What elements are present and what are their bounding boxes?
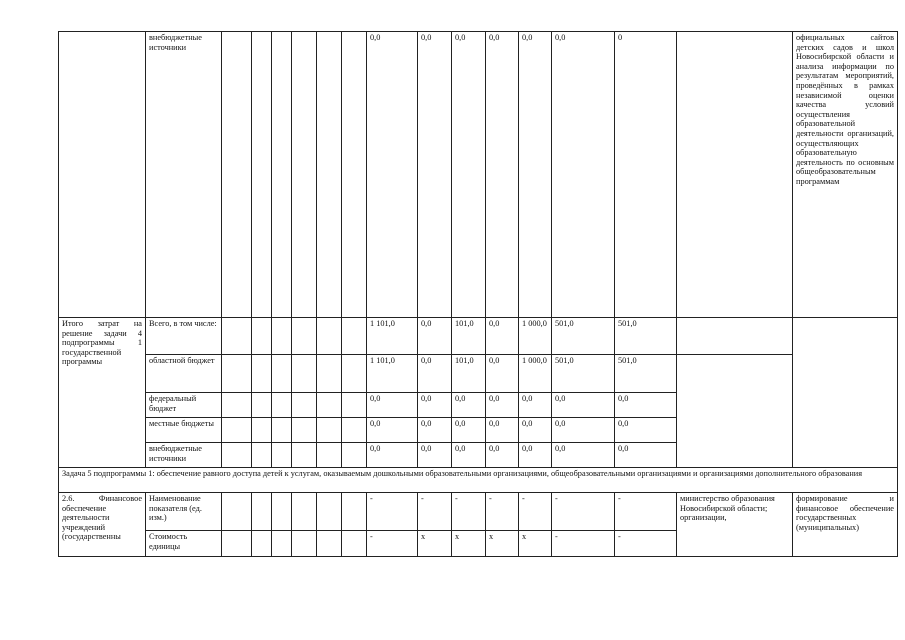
value-cell: 0,0 [418, 355, 452, 393]
value-cell: 1 101,0 [367, 355, 418, 393]
empty-cell [677, 32, 793, 318]
value-cell: - [615, 531, 677, 557]
value-cell: 0,0 [552, 418, 615, 443]
value-cell: х [452, 531, 486, 557]
value-cell: 0,0 [367, 393, 418, 418]
value-cell: 0,0 [452, 393, 486, 418]
value-cell: - [552, 531, 615, 557]
row-label: Всего, в том числе: [146, 318, 222, 355]
value-cell: 0,0 [418, 32, 452, 318]
value-cell: 0,0 [519, 393, 552, 418]
value-cell: 0,0 [615, 443, 677, 468]
value-cell: 0,0 [519, 443, 552, 468]
value-cell: 0,0 [367, 443, 418, 468]
value-cell: 0,0 [452, 418, 486, 443]
value-cell: 0,0 [486, 32, 519, 318]
empty-cell [677, 355, 793, 468]
value-cell: 0,0 [367, 32, 418, 318]
value-cell: - [519, 493, 552, 531]
value-cell: 1 101,0 [367, 318, 418, 355]
value-cell: 0,0 [418, 393, 452, 418]
value-cell: 501,0 [552, 318, 615, 355]
value-cell: х [486, 531, 519, 557]
item-title: 2.6. Финансовое обеспечение деятельности учреждений (государственны [59, 493, 146, 557]
value-cell: 0 [615, 32, 677, 318]
value-cell: 0,0 [486, 443, 519, 468]
value-cell: - [452, 493, 486, 531]
row-label: внебюджетные источники [146, 443, 222, 468]
value-cell: 101,0 [452, 355, 486, 393]
value-cell: х [418, 531, 452, 557]
value-cell: 0,0 [486, 355, 519, 393]
row-label: Наименование показателя (ед. изм.) [146, 493, 222, 531]
table-row [59, 493, 898, 531]
value-cell: 0,0 [452, 443, 486, 468]
value-cell: 0,0 [418, 443, 452, 468]
value-cell: 1 000,0 [519, 355, 552, 393]
table-row [59, 468, 898, 493]
value-cell: 501,0 [615, 318, 677, 355]
value-cell: 0,0 [615, 418, 677, 443]
table-row [59, 355, 898, 393]
program-table [58, 31, 898, 557]
value-cell: 501,0 [552, 355, 615, 393]
value-cell: 1 000,0 [519, 318, 552, 355]
value-cell: 0,0 [615, 393, 677, 418]
source-label: внебюджетные источники [146, 32, 222, 318]
value-cell: 0,0 [486, 418, 519, 443]
row-label: местные бюджеты [146, 418, 222, 443]
value-cell: 101,0 [452, 318, 486, 355]
table-row [59, 32, 898, 318]
value-cell: 0,0 [367, 418, 418, 443]
result-cell: формирование и финансовое обеспечение государственных (муниципальных) [793, 493, 898, 557]
value-cell: 0,0 [519, 32, 552, 318]
row-label: областной бюджет [146, 355, 222, 393]
value-cell: 0,0 [486, 393, 519, 418]
expected-result-text: официальных сайтов детских садов и школ Новосибирской области и анализа информации по результатам мероприятий, проведённых в рамках независимой оценки качества условий осуществления образовательной деятельности организаций, осуществляющих образовательную деятельность по основным общеобразовательным программам [793, 32, 898, 318]
value-cell: - [367, 531, 418, 557]
executor-cell: министерство образования Новосибирской области; организации, [677, 493, 793, 557]
total-title: Итого затрат на решение задачи 4 подпрограммы 1 государственной программы [59, 318, 146, 468]
value-cell: 0,0 [418, 418, 452, 443]
value-cell: - [367, 493, 418, 531]
task-heading: Задача 5 подпрограммы 1: обеспечение равного доступа детей к услугам, оказываемым дошкольными образовательными организациями, общеобразовательными организациями и организациями дополнительного образования [59, 468, 898, 493]
value-cell: - [418, 493, 452, 531]
row-label: Стоимость единицы [146, 531, 222, 557]
value-cell: 0,0 [552, 32, 615, 318]
empty-cell [59, 32, 146, 318]
value-cell: 0,0 [418, 318, 452, 355]
row-label: федеральный бюджет [146, 393, 222, 418]
value-cell: 0,0 [519, 418, 552, 443]
empty-cell [793, 318, 898, 468]
value-cell: - [552, 493, 615, 531]
value-cell: 0,0 [552, 393, 615, 418]
empty-cell [677, 318, 793, 355]
value-cell: 0,0 [552, 443, 615, 468]
table-row [59, 318, 898, 355]
value-cell: - [615, 493, 677, 531]
value-cell: 501,0 [615, 355, 677, 393]
value-cell: х [519, 531, 552, 557]
value-cell: 0,0 [452, 32, 486, 318]
value-cell: 0,0 [486, 318, 519, 355]
value-cell: - [486, 493, 519, 531]
